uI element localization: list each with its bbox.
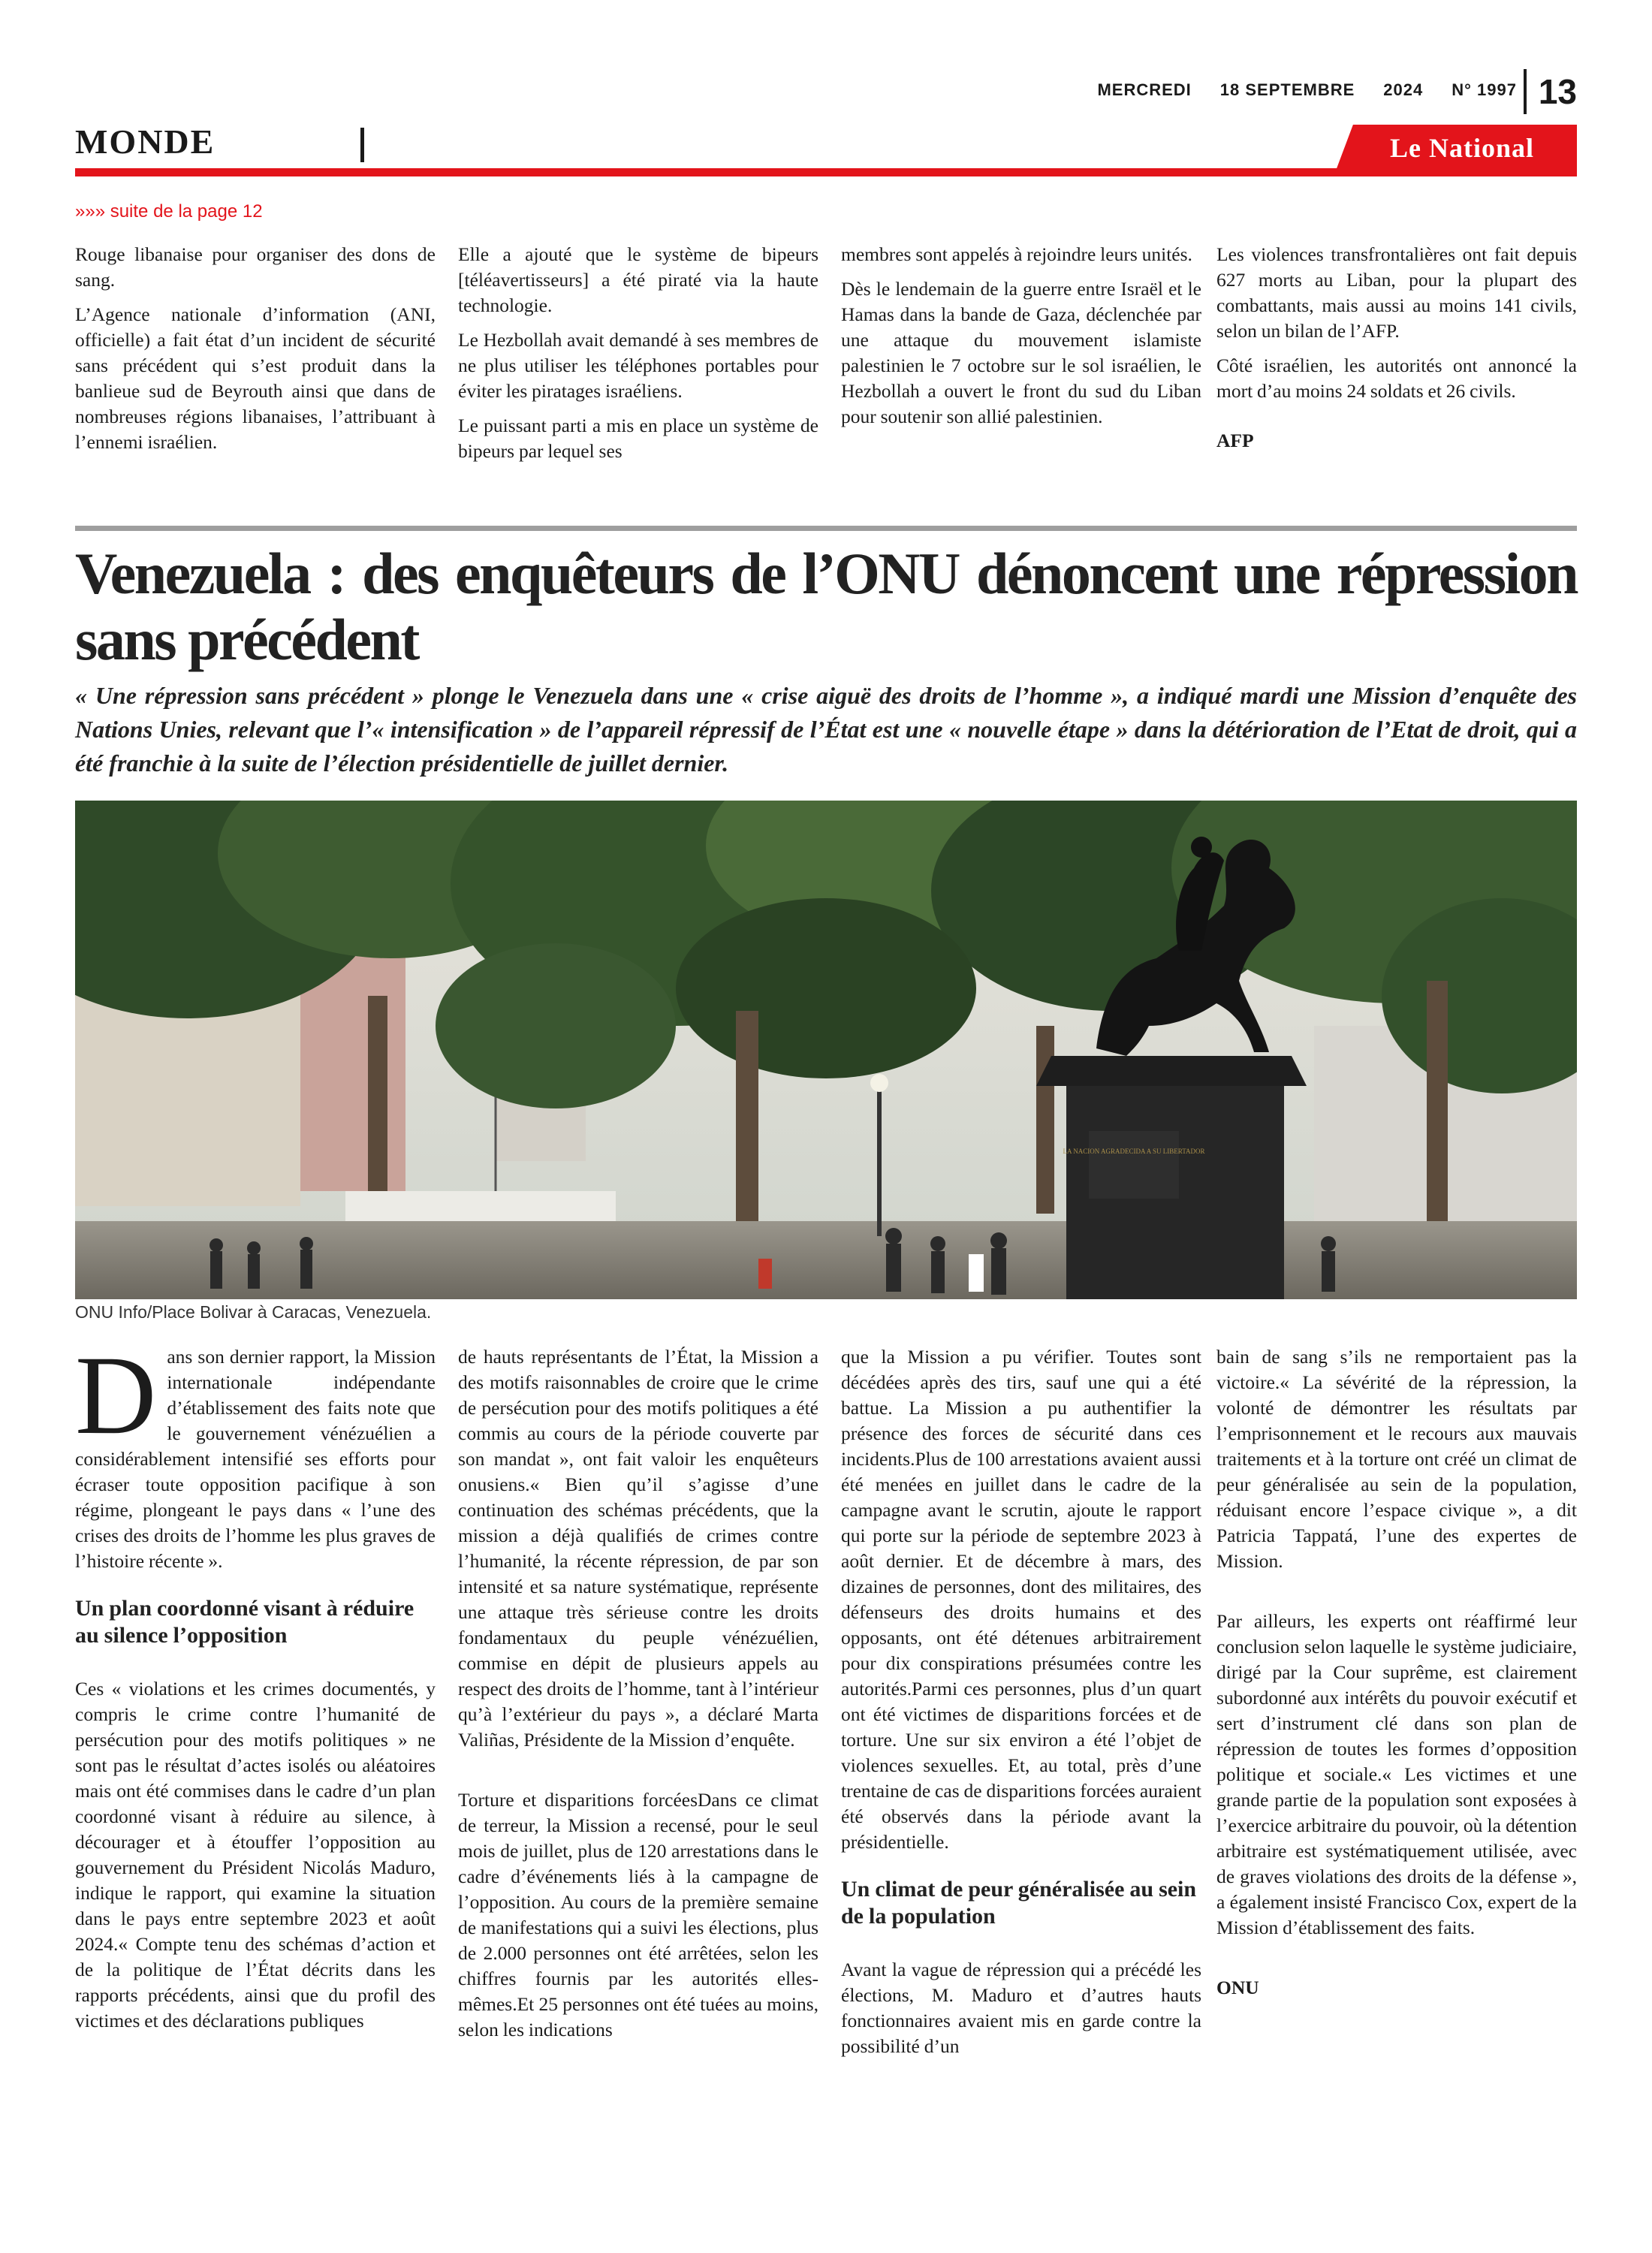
- photo-caption: ONU Info/Place Bolivar à Caracas, Venezuela.: [75, 1302, 432, 1322]
- section-title: MONDE: [75, 122, 216, 161]
- paragraph: membres sont appelés à rejoindre leurs unités.: [841, 243, 1192, 265]
- continued-from-link[interactable]: »»» suite de la page 12: [75, 201, 263, 222]
- page-number-block: [1524, 69, 1577, 114]
- paragraph: Côté israélien, les autorités ont annoncé la mort d’au moins 24 soldats et 26 civils.: [1216, 354, 1577, 402]
- main-article-col-1: [75, 1333, 436, 2043]
- main-article-col-4: [1216, 1344, 1577, 2010]
- paragraph: que la Mission a pu vérifier. Toutes sont décédées après des tirs, sauf une qui a été battue. La Mission a pu authentifier la présence des forces de sécurité dans ces incidents.Plus de 100 arrestations avaient aussi été menées en juillet dans le cadre de la campagne avant le scrutin, ajoute le rapport qui porte sur la période de septembre 2023 à août dernier. Et de décembre à mars, des dizaines de personnes, dont des militaires, des défenseurs des droits humains et des opposants, ont été détenues arbitrairement pour dix conspirations présumées contre les autorités.Parmi ces personnes, plus d’un quart ont été victimes de disparitions forcées et de torture. Une sur six environ a été l’objet de violences sexuelles. Et, au total, près d’une trentaine de cas de disparitions forcées auraient été observés dans la période avant la présidentielle.: [841, 1346, 1201, 1853]
- section-divider: [360, 128, 364, 162]
- article-photo: [75, 801, 1577, 1299]
- article-signature: ONU: [1216, 1977, 1259, 1998]
- article-lead: « Une répression sans précédent » plonge le Venezuela dans une « crise aiguë des droits de l’homme », a indiqué mardi une Mission d’enquête des Nations Unies, relevant que l’« intensification » de l’appareil répressif de l’État est une « nouvelle étape » dans la détérioration de l’Etat de droit, qui a été franchie à la suite de l’élection présidentielle de juillet dernier.: [75, 682, 1577, 777]
- issue-date: 18 SEPTEMBRE: [1219, 80, 1355, 99]
- paragraph: de hauts représentants de l’État, la Mission a des motifs raisonnables de croire que le crime de persécution pour des motifs politiques a été commis au cours de la période couverte par son mandat », ont fait valoir les enquêteurs onusiens.« Bien qu’il s’agisse d’une continuation des schémas précédents, que la mission a déjà qualifiés de crimes contre l’humanité, la récente répression, de par son intensité et sa nature systématique, représente une attaque très sérieuse contre les droits fondamentaux du peuple vénézuélien, commise en dépit de plusieurs appels au respect des droits de l’homme, tant à l’intérieur qu’à l’extérieur du pays », a déclaré Marta Valiñas, Présidente de la Mission d’enquête.: [458, 1346, 818, 1751]
- issue-year: 2024: [1383, 80, 1424, 99]
- paragraph: L’Agence nationale d’information (ANI, officielle) a fait état d’un incident de sécurité sans précédent qui s’est produit dans la banlieue sud de Beyrouth ainsi que dans de nombreuses régions libanaises, l’attribuant à l’ennemi israélien.: [75, 303, 436, 453]
- drop-cap: D: [75, 1333, 157, 1458]
- paragraph: Le puissant parti a mis en place un système de bipeurs par lequel ses: [458, 415, 818, 462]
- paragraph: Les violences transfrontalières ont fait depuis 627 morts au Liban, pour la plupart des combattants, mais aussi au moins 141 civils, selon un bilan de l’AFP.: [1216, 243, 1577, 342]
- page-number-divider: [1524, 69, 1527, 114]
- paragraph: ans son dernier rapport, la Mission internationale indépendante d’établissement des faits note que le gouvernement vénézuélien a considérablement intensifié ses efforts pour écraser toute opposition pacifique à son régime, plongeant le pays dans « l’une des crises des droits de l’homme les plus graves de l’histoire récente ».: [75, 1346, 436, 1572]
- issue-meta: [1069, 74, 1517, 107]
- article-signature: AFP: [1216, 430, 1254, 451]
- paragraph: bain de sang s’ils ne remportaient pas la victoire.« La sévérité de la répression, la volonté de démontrer les résultats par l’emprisonnement et le recours aux mauvais traitements et à la torture ont créé un climat de peur généralisée au sein de la population, réduisant encore l’espace civique », a dit Patricia Tappatá, l’une des expertes de Mission.: [1216, 1346, 1577, 1572]
- article-headline: Venezuela : des enquêteurs de l’ONU dénoncent une répression sans précédent: [75, 541, 1577, 672]
- page-number: 13: [1538, 72, 1577, 111]
- main-article-col-2: [458, 1344, 818, 2052]
- paragraph: Avant la vague de répression qui a précédé les élections, M. Maduro et d’autres hauts fonctionnaires avaient mis en garde contre la possibilité d’un: [841, 1959, 1201, 2057]
- issue-day: MERCREDI: [1097, 80, 1192, 99]
- top-article-col-1: [75, 242, 436, 464]
- masthead-name: Le National: [1389, 133, 1534, 163]
- top-article-col-4: [1216, 242, 1577, 463]
- paragraph: Le Hezbollah avait demandé à ses membres de ne plus utiliser les téléphones portables pour éviter les piratages israéliens.: [458, 329, 818, 402]
- paragraph: Elle a ajouté que le système de bipeurs [téléavertisseurs] a été piraté via la haute technologie.: [458, 243, 818, 316]
- plaque-text: LA NACION AGRADECIDA A SU LIBERTADOR: [1063, 1148, 1205, 1155]
- subheading: Un plan coordonné visant à réduire au silence l’opposition: [75, 1596, 415, 1648]
- subheading: Un climat de peur généralisée au sein de la population: [841, 1877, 1197, 1929]
- main-article-col-3: [841, 1344, 1201, 2068]
- top-article-col-3: [841, 242, 1201, 439]
- issue-number: N° 1997: [1452, 80, 1517, 99]
- paragraph: Dès le lendemain de la guerre entre Israël et le Hamas dans la bande de Gaza, déclenchée par une attaque du mouvement islamiste palestinien le 7 octobre sur le sol israélien, le Hezbollah a ouvert le front du sud du Liban pour soutenir son allié palestinien.: [841, 278, 1201, 427]
- top-article-col-2: [458, 242, 818, 473]
- article-divider: [75, 526, 1577, 531]
- paragraph: Rouge libanaise pour organiser des dons de sang.: [75, 243, 436, 291]
- paragraph: Par ailleurs, les experts ont réaffirmé leur conclusion selon laquelle le système judiciaire, dirigé par la Cour suprême, est clairement subordonné aux intérêts du pouvoir exécutif et sert d’instrument clé dans son plan de répression de toutes les formes d’opposition politique et sociale.« Les victimes et une grande partie de la population sont exposées à l’exercice arbitraire du pouvoir, où la détention arbitraire est systématiquement utilisée, avec de graves violations des droits de la défense », a également insisté Francisco Cox, expert de la Mission d’établissement des faits.: [1216, 1610, 1577, 1938]
- paragraph: Torture et disparitions forcéesDans ce climat de terreur, la Mission a recensé, pour le seul mois de juillet, plus de 120 arrestations dans le cadre d’événements liés à la campagne de l’opposition. Au cours de la première semaine de manifestations qui a suivi les élections, plus de 2.000 personnes ont été arrêtées, selon les chiffres fournis par les autorités elles-mêmes.Et 25 personnes ont été tuées au moins, selon les indications: [458, 1789, 818, 2040]
- paragraph: Ces « violations et les crimes documentés, y compris le crime contre l’humanité de persécution pour des motifs politiques » ne sont pas le résultat d’actes isolés ou aléatoires mais ont été commises dans le cadre d’un plan coordonné visant à réduire au silence, à décourager et à étouffer l’opposition au gouvernement du Président Nicolás Maduro, indique le rapport, qui examine la situation dans le pays entre septembre 2023 et août 2024.« Compte tenu des schémas d’action et de la politique de l’État décrits dans les rapports précédents, ainsi que du profil des victimes et des déclarations publiques: [75, 1678, 436, 2031]
